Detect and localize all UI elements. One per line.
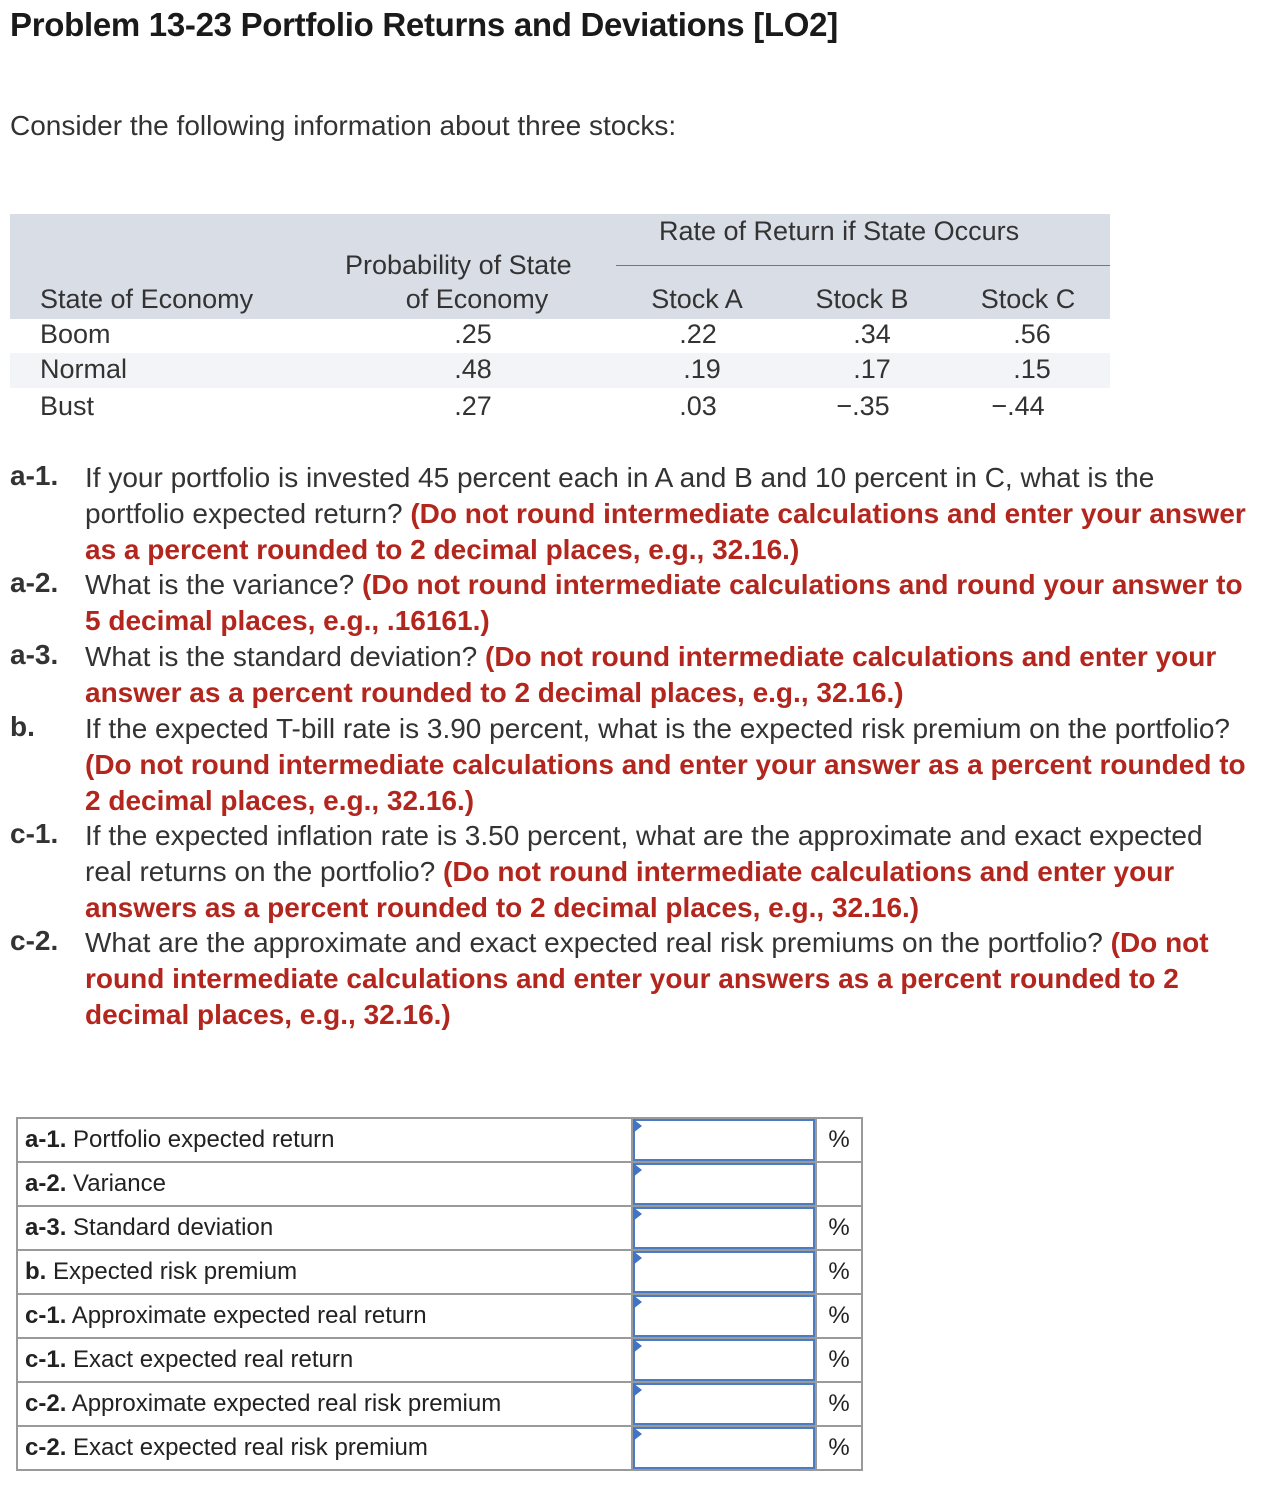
col-prob-line1: Probability of State (345, 250, 572, 280)
answer-label: Portfolio expected return (73, 1126, 335, 1153)
variance-input[interactable] (633, 1163, 815, 1205)
answer-prefix: c-1. (25, 1346, 67, 1373)
answer-prefix: c-1. (25, 1302, 67, 1329)
page-title: Problem 13-23 Portfolio Returns and Deviations [LO2] (10, 6, 838, 43)
question-instruction: (Do not round intermediate calculations and enter your answers as a percent rounded to 2 decimal places, e.g., 32.16.) (85, 927, 1209, 1030)
answer-prefix: c-2. (25, 1390, 67, 1417)
question-text: If the expected inflation rate is 3.50 percent, what are the approximate and exact expected real returns on the portfolio? (85, 820, 1203, 887)
exact-real-risk-premium-input[interactable] (633, 1427, 815, 1469)
question-label: a-1. (10, 460, 59, 491)
question-instruction: (Do not round intermediate calculations and enter your answer as a percent rounded to 2 decimal places, e.g., 32.16.) (85, 641, 1217, 708)
row-stock-c: .56 (1013, 319, 1051, 349)
answer-label: Expected risk premium (53, 1258, 298, 1285)
standard-deviation-input[interactable] (633, 1207, 815, 1249)
col-stock-b: Stock B (815, 284, 909, 314)
question-label: b. (10, 711, 35, 742)
answer-prefix: a-3. (25, 1214, 67, 1241)
input-marker-icon (633, 1383, 642, 1397)
input-marker-icon (633, 1295, 642, 1309)
answer-row (17, 1294, 862, 1338)
row-stock-a: .22 (679, 319, 717, 349)
row-band (10, 353, 1110, 388)
col-prob-line2: of Economy (405, 284, 549, 314)
row-stock-a: .19 (683, 354, 721, 384)
row-prob: .25 (454, 319, 492, 349)
row-stock-a: .03 (679, 391, 717, 421)
answer-prefix: c-2. (25, 1434, 67, 1461)
question-text: What are the approximate and exact expected real risk premiums on the portfolio? (85, 927, 1103, 958)
exact-real-return-input[interactable] (633, 1339, 815, 1381)
expected-risk-premium-input[interactable] (633, 1251, 815, 1293)
portfolio-expected-return-input[interactable] (633, 1119, 815, 1161)
question-instruction: (Do not round intermediate calculations and enter your answer as a percent rounded to 2 decimal places, e.g., 32.16.) (85, 498, 1246, 565)
group-header-rule (616, 265, 1110, 266)
row-stock-b: −.35 (836, 391, 890, 421)
row-state: Boom (40, 319, 111, 349)
input-marker-icon (633, 1163, 642, 1177)
approx-real-return-input[interactable] (633, 1295, 815, 1337)
question-instruction: (Do not round intermediate calculations and enter your answer as a percent rounded to 2 decimal places, e.g., 32.16.) (85, 749, 1246, 816)
col-stock-a: Stock A (651, 284, 743, 314)
answer-label: Exact expected real risk premium (73, 1434, 428, 1461)
unit-label: % (816, 1118, 862, 1162)
answer-row (17, 1206, 862, 1250)
answer-table (16, 1117, 863, 1471)
returns-table (10, 214, 1110, 429)
answer-label: Approximate expected real return (71, 1302, 427, 1329)
unit-label: % (816, 1206, 862, 1250)
question-instruction: (Do not round intermediate calculations and round your answer to 5 decimal places, e.g., .16161.) (85, 569, 1243, 636)
question-label: a-3. (10, 639, 59, 670)
input-marker-icon (633, 1339, 642, 1353)
col-state: State of Economy (40, 284, 254, 314)
input-marker-icon (633, 1207, 642, 1221)
answer-label: Standard deviation (73, 1214, 274, 1241)
row-state: Bust (40, 391, 95, 421)
answer-label: Approximate expected real risk premium (71, 1390, 502, 1417)
answer-label: Variance (73, 1170, 166, 1197)
question-instruction: (Do not round intermediate calculations and enter your answers as a percent rounded to 2 decimal places, e.g., 32.16.) (85, 856, 1175, 923)
question-text: What is the variance? (85, 569, 355, 600)
row-stock-c: −.44 (991, 391, 1045, 421)
row-prob: .27 (454, 391, 492, 421)
unit-label: % (816, 1294, 862, 1338)
answer-label: Exact expected real return (73, 1346, 354, 1373)
unit-label: % (816, 1338, 862, 1382)
row-state: Normal (40, 354, 128, 384)
unit-label (816, 1162, 862, 1206)
input-marker-icon (633, 1119, 642, 1133)
answer-row (17, 1250, 862, 1294)
unit-label: % (816, 1426, 862, 1470)
answer-row (17, 1118, 862, 1162)
col-stock-c: Stock C (980, 284, 1076, 314)
row-stock-c: .15 (1013, 354, 1051, 384)
answer-row (17, 1426, 862, 1470)
row-prob: .48 (454, 354, 492, 384)
question-label: c-1. (10, 818, 59, 849)
question-text: What is the standard deviation? (85, 641, 478, 672)
answer-row (17, 1162, 862, 1206)
unit-label: % (816, 1382, 862, 1426)
unit-label: % (816, 1250, 862, 1294)
row-stock-b: .17 (853, 354, 891, 384)
answer-row (17, 1338, 862, 1382)
input-marker-icon (633, 1427, 642, 1441)
approx-real-risk-premium-input[interactable] (633, 1383, 815, 1425)
row-stock-b: .34 (853, 319, 891, 349)
question-label: a-2. (10, 567, 59, 598)
question-text: If your portfolio is invested 45 percent each in A and B and 10 percent in C, what is the portfolio expected return? (85, 462, 1155, 529)
intro-text: Consider the following information about three stocks: (10, 110, 677, 141)
input-marker-icon (633, 1251, 642, 1265)
answer-prefix: a-2. (25, 1170, 67, 1197)
group-header: Rate of Return if State Occurs (659, 216, 1020, 246)
answer-prefix: b. (25, 1258, 47, 1285)
question-label: c-2. (10, 925, 59, 956)
answer-row (17, 1382, 862, 1426)
answer-prefix: a-1. (25, 1126, 67, 1153)
question-text: If the expected T-bill rate is 3.90 percent, what is the expected risk premium on the portfolio? (85, 713, 1230, 744)
